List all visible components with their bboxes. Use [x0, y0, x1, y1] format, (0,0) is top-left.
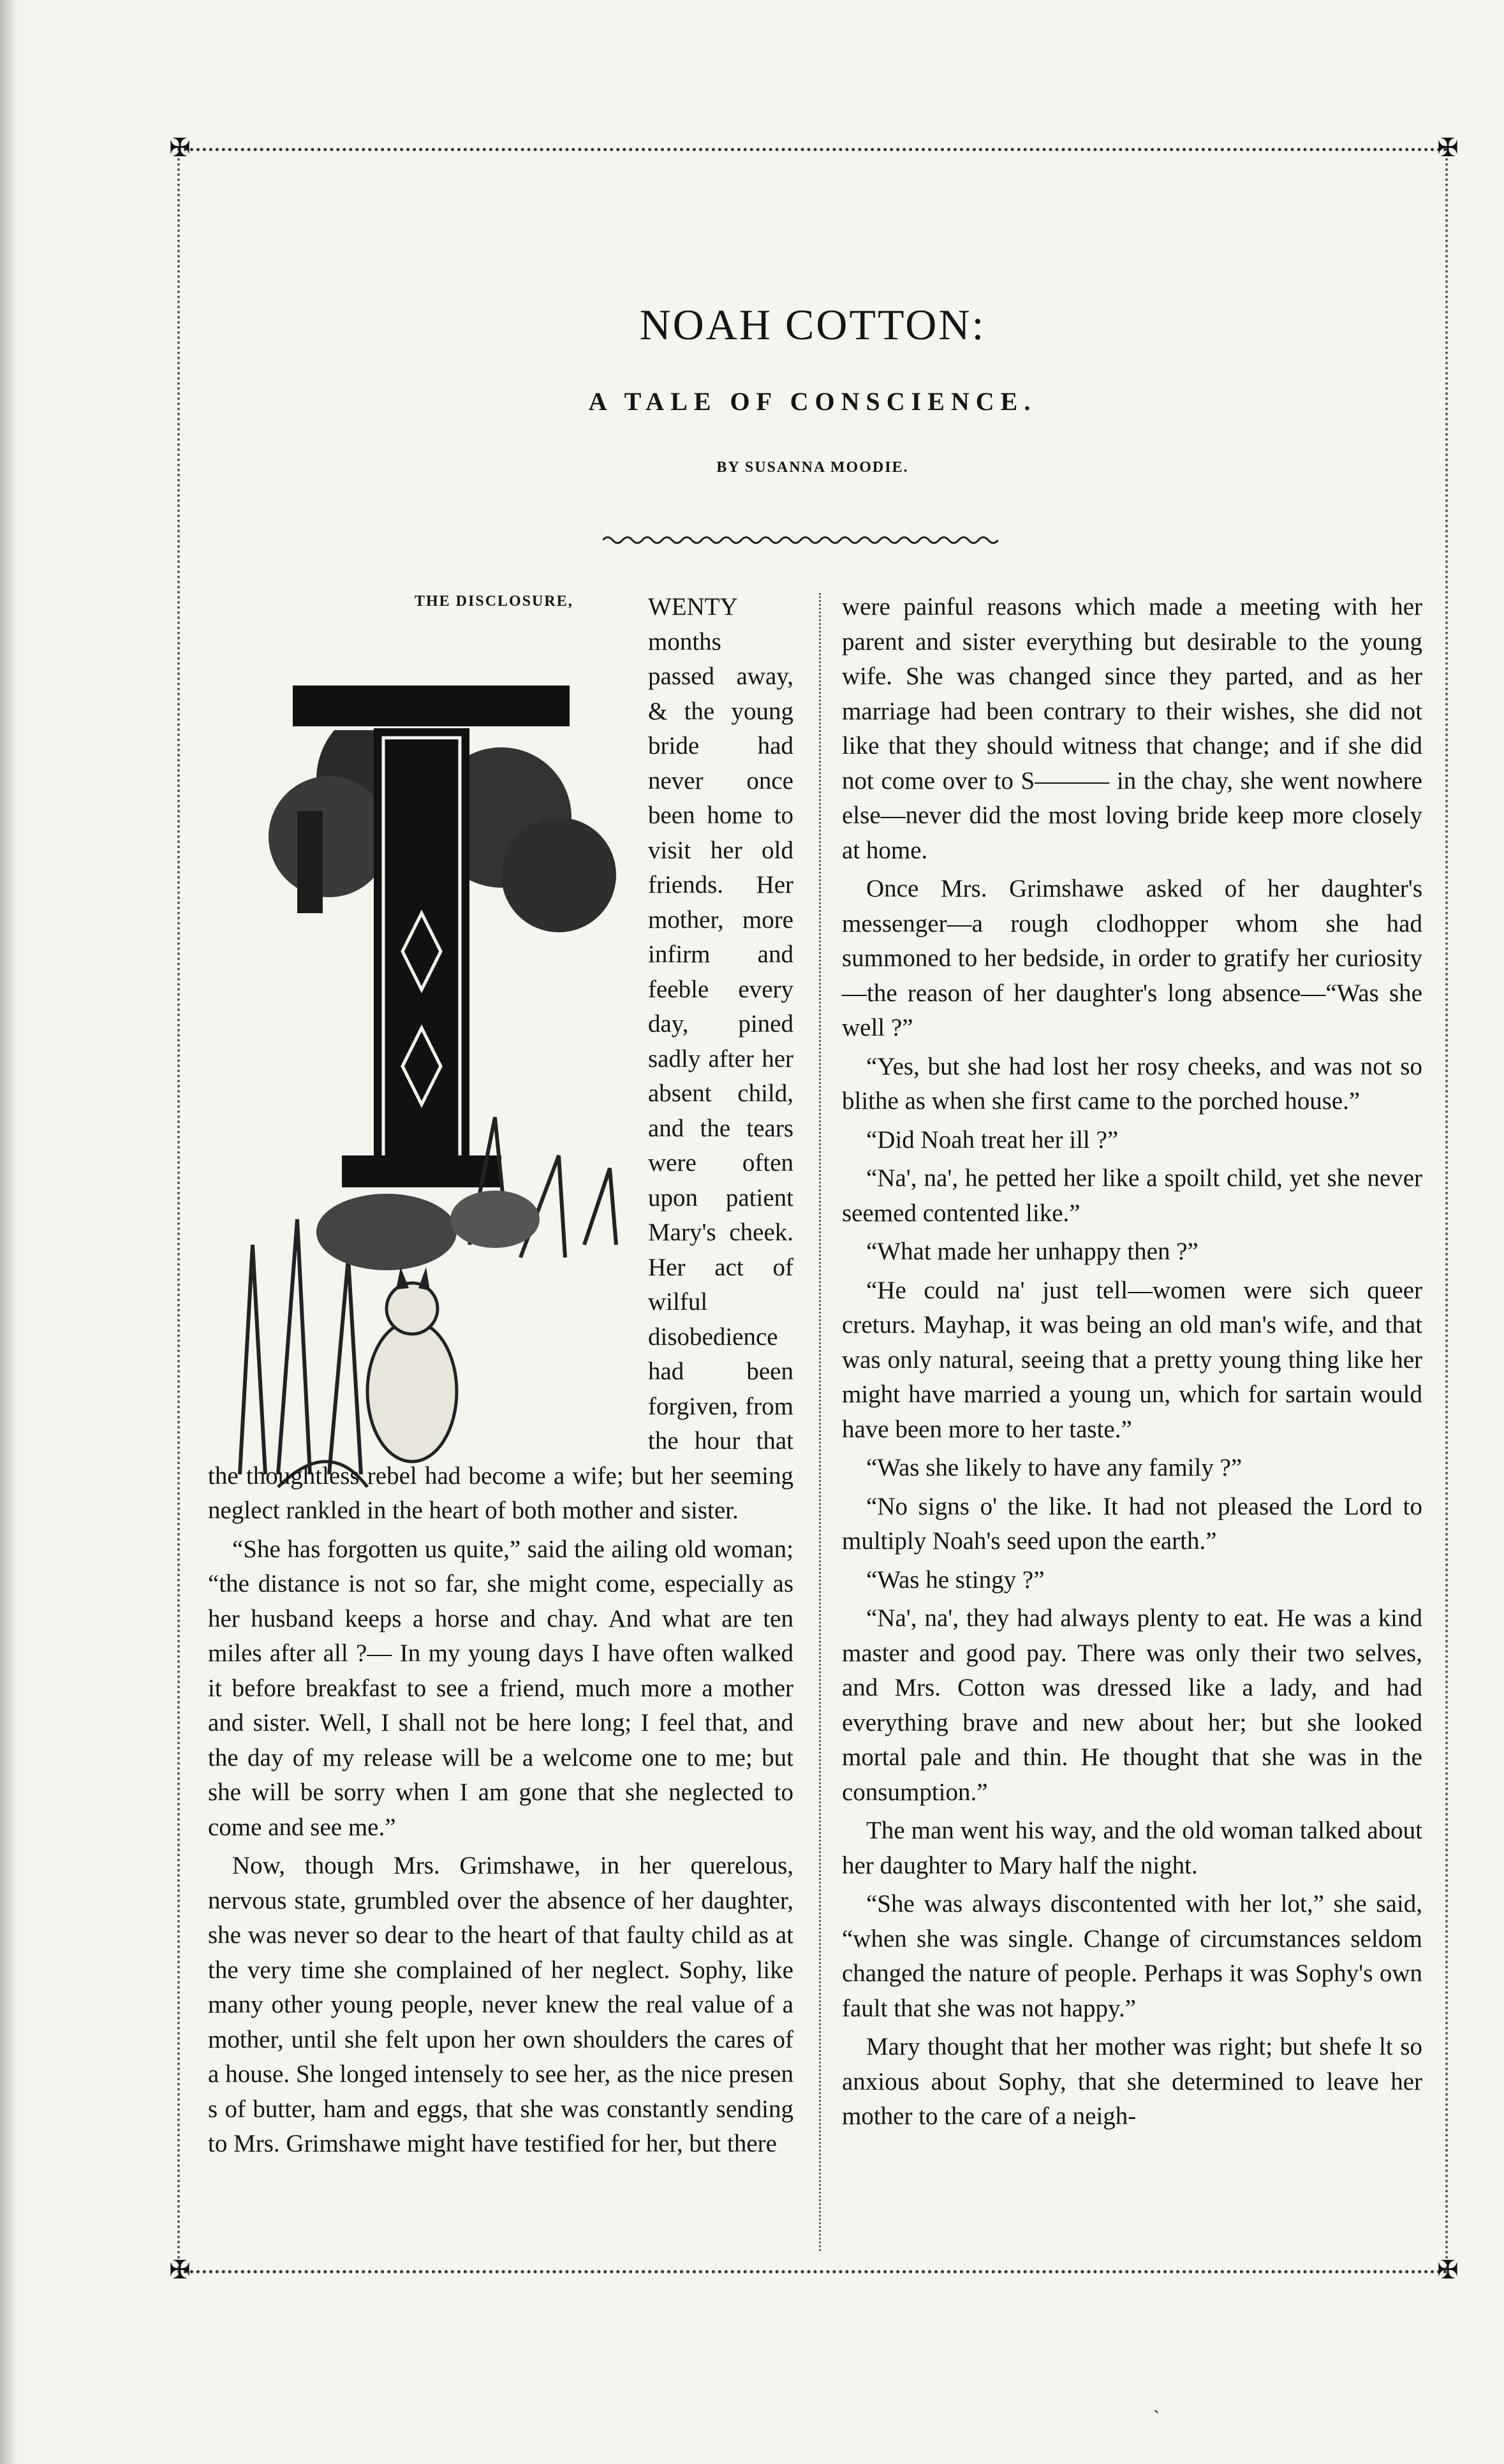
body-paragraph: “Did Noah treat her ill ?”: [866, 1126, 1119, 1154]
body-paragraph: “No signs o' the like. It had not pleased the Lord to multiply Noah's seed upon the earth.”: [842, 1492, 1422, 1555]
column-divider: [819, 593, 821, 2251]
body-paragraph: “Na', na', they had always plenty to eat. He was a kind master and good pay. There was only their two selves, and Mrs. Cotton was dressed like a lady, and had everything brave and new about her; but she looked mortal pale and thin. He thought that she was in the consumption.”: [842, 1604, 1422, 1806]
stray-ink-mark: ˏ: [1153, 2393, 1160, 2414]
body-paragraph: “He could na' just tell—women were sich queer creturs. Mayhap, it was being an old man's wife, and that was only natural, seeing that a pretty young thing like her might have married a young un, which for sartain would have been more to her taste.”: [842, 1276, 1422, 1443]
body-paragraph: “Was he stingy ?”: [866, 1566, 1045, 1594]
illustrated-dropcap: [202, 628, 635, 1457]
story-subtitle: A TALE OF CONSCIENCE.: [588, 387, 1037, 416]
wavy-divider-icon: [603, 534, 998, 546]
body-paragraph: were painful reasons which made a meeting with her parent and sister everything but desirable to the young wife. She was changed since they parted, and as her marriage had been contrary to their wishes, she did not like that they should witness that change; and if she did not come over to S——— in the chay, she went nowhere else—never did the most loving bride keep more closely at home.: [842, 593, 1422, 864]
left-column: [208, 590, 793, 2166]
body-paragraph: “Yes, but she had lost her rosy cheeks, and was not so blithe as when she first came to the porched house.”: [842, 1052, 1422, 1115]
corner-ornament-icon: ✠: [1437, 2255, 1459, 2284]
author-byline: BY SUSANNA MOODIE.: [716, 459, 909, 476]
body-paragraph: Now, though Mrs. Grimshawe, in her querelous, nervous state, grumbled over the absence of her daughter, she was never so dear to the heart of that faulty child as at the very time she complained of her neglect. Sophy, like many other young people, never knew the real value of a mother, until she felt upon her own shoulders the cares of a house. She longed intensely to see her, as the nice presen s of butter, ham and eggs, that she was constantly sending to Mrs. Grimshawe might have testified for her, but there: [208, 1852, 793, 2157]
story-title: NOAH COTTON:: [639, 300, 986, 349]
top-border-rule: [177, 148, 1448, 151]
body-paragraph: Once Mrs. Grimshawe asked of her daughter's messenger—a rough clodhopper whom she had summoned to her bedside, in order to gratify her curiosity—the reason of her daughter's long absence—“Was she well ?”: [842, 875, 1422, 1041]
corner-ornament-icon: ✠: [169, 2255, 191, 2284]
right-column: [842, 590, 1422, 2138]
corner-ornament-icon: ✠: [169, 133, 191, 162]
body-paragraph: Mary thought that her mother was right; but shefe lt so anxious about Sophy, that she determined to leave her mother to the care of a neigh-: [842, 2033, 1422, 2130]
opening-paragraph: WENTY months passed away, & the young bride had never once been home to visit her old friends. Her mother, more infirm and feeble every day, pined sadly after her absent child, and the tears were often upon patient Mary's cheek. Her act of wilful disobedience had been forgiven, from the hour that the thoughtless rebel had become a wife; but her seeming neglect rankled in the heart of both mother and sister.: [208, 593, 793, 1524]
body-paragraph: “What made her unhappy then ?”: [866, 1238, 1198, 1265]
body-paragraph: “She has forgotten us quite,” said the ailing old woman; “the distance is not so far, she might come, especially as her husband keeps a horse and chay. And what are ten miles after all ?— In my young days I have often walked it before breakfast to see a friend, much more a mother and sister. Well, I shall not be here long; I feel that, and the day of my release will be a welcome one to me; but she will be sorry when I am gone that she neglected to come and see me.”: [208, 1535, 793, 1841]
corner-ornament-icon: ✠: [1437, 133, 1459, 162]
body-paragraph: “Was she likely to have any family ?”: [866, 1454, 1242, 1481]
body-paragraph: “Na', na', he petted her like a spoilt child, yet she never seemed contented like.”: [842, 1164, 1422, 1227]
body-paragraph: The man went his way, and the old woman talked about her daughter to Mary half the night.: [842, 1817, 1422, 1879]
body-paragraph: “She was always discontented with her lot,” she said, “when she was single. Change of circumstances seldom changed the nature of people. Perhaps it was Sophy's own fault that she was not happy.”: [842, 1890, 1422, 2022]
bottom-border-rule: [177, 2270, 1448, 2273]
section-heading: THE DISCLOSURE,: [415, 593, 573, 610]
page-edge-shadow: [0, 0, 18, 2464]
woodcut-illustration-icon: [202, 671, 635, 1500]
